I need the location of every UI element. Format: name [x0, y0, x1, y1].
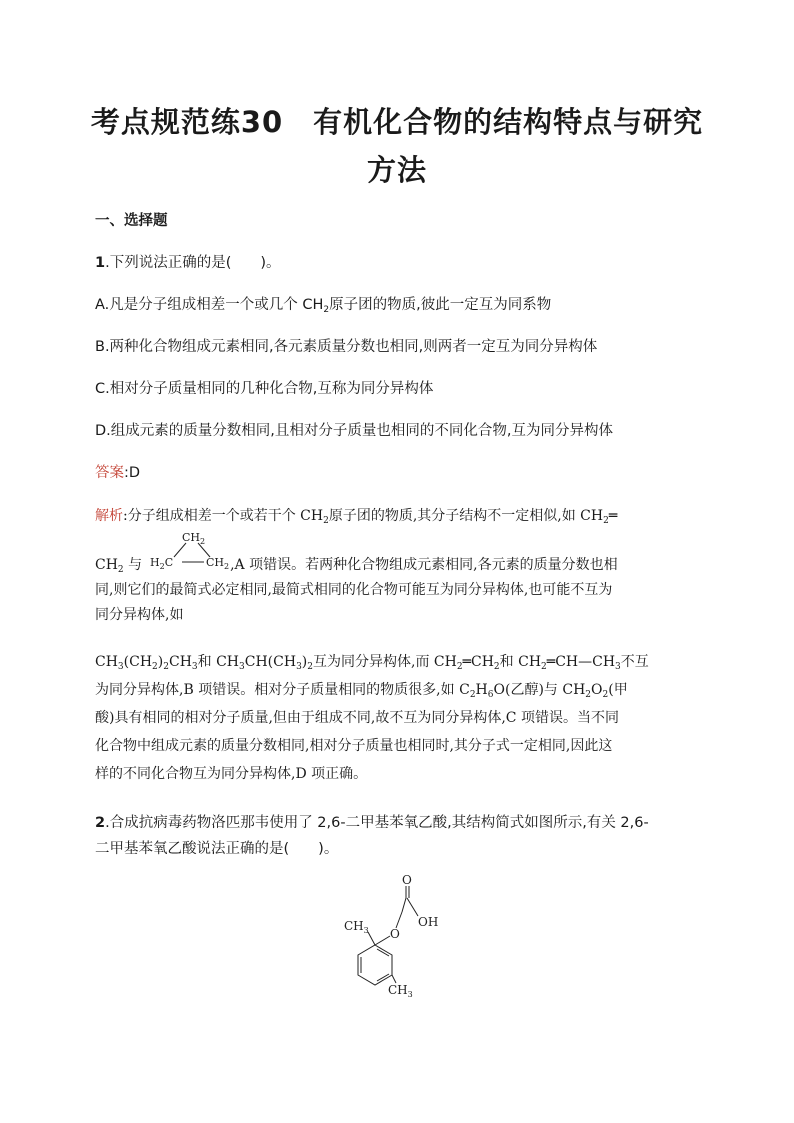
analysis-line-1	[95, 506, 705, 526]
option-c: C.相对分子质量相同的几种化合物,互称为同分异构体	[95, 381, 434, 397]
question-number: 2	[95, 815, 106, 831]
ch2-top-label: $CH_2$	[182, 531, 206, 546]
analysis-line-8: 化合物中组成元素的质量分数相同,相对分子质量也相同时,其分子式一定相同,因此这	[95, 738, 613, 754]
page-title-continued: 方法	[366, 153, 427, 187]
double-bond-symbol: ═	[608, 508, 618, 524]
analysis-line-5: $CH_3(CH_2)_2CH_3$和 $CH_3CH(CH_3)_2$互为同分异构体,而 $CH_2═CH_2$和 $CH_2═CH—CH_3$不互	[95, 654, 649, 672]
analysis-line-4: 同分异构体,如	[95, 607, 184, 623]
analysis-label: 解析	[95, 508, 123, 524]
methyl-top-label: $CH_3$	[344, 919, 369, 935]
ether-oxygen-label: O	[390, 927, 400, 941]
dimethylphenoxyacetic-acid-structure	[330, 870, 470, 1000]
subscript: 2	[323, 305, 330, 315]
option-b: B.两种化合物组成元素相同,各元素质量分数也相同,则两者一定互为同分异构体	[95, 339, 598, 355]
subscript: 2	[323, 516, 329, 526]
option-a-text: A.凡是分子组成相差一个或几个 CH	[95, 297, 324, 313]
ch2-right-label: $CH_2$	[206, 556, 230, 571]
answer-label: 答案	[95, 465, 124, 481]
question-1-stem	[95, 253, 705, 273]
question-text: .合成抗病毒药物洛匹那韦使用了 2,6-二甲基苯氧乙酸,其结构简式如图所示,有关 2,6-	[105, 815, 649, 831]
answer	[95, 463, 705, 483]
analysis-text: :分子组成相差一个或若干个 CH	[123, 508, 324, 524]
analysis-text: CH	[95, 557, 118, 573]
analysis-line-6: 为同分异构体,B 项错误。相对分子质量相同的物质很多,如 $C_2H_6O$(乙醇)与 $CH_2O_2$(甲	[95, 682, 628, 700]
question-2-stem	[95, 813, 705, 833]
cyclopropane-structure	[148, 528, 238, 574]
question-text: .下列说法正确的是( )。	[105, 255, 281, 271]
answer-value: :D	[124, 465, 141, 481]
hydroxyl-label: OH	[418, 915, 439, 929]
question-number: 1	[95, 255, 106, 271]
section-heading: 一、选择题	[95, 213, 168, 229]
option-a-text-end: 原子团的物质,彼此一定互为同系物	[329, 297, 552, 313]
carbonyl-oxygen-label: O	[402, 873, 412, 887]
analysis-line-3: 同,则它们的最简式必定相同,最简式相同的化合物可能互为同分异构体,也可能不互为	[95, 582, 613, 598]
h2c-left-label: $H_2C$	[150, 556, 174, 571]
question-2-stem-line-2: 二甲基苯氧乙酸说法正确的是( )。	[95, 841, 339, 857]
subscript: 2	[117, 565, 124, 575]
analysis-text: 原子团的物质,其分子结构不一定相似,如 CH	[328, 508, 604, 524]
analysis-text: 与	[128, 557, 143, 573]
option-d: D.组成元素的质量分数相同,且相对分子质量也相同的不同化合物,互为同分异构体	[95, 423, 613, 439]
analysis-line-7: 酸)具有相同的相对分子质量,但由于组成不同,故不互为同分异构体,C 项错误。当不同	[95, 710, 619, 726]
subscript: 2	[603, 516, 609, 526]
analysis-text: ,A 项错误。若两种化合物组成元素相同,各元素的质量分数也相	[230, 557, 618, 573]
analysis-line-9: 样的不同化合物互为同分异构体,D 项正确。	[95, 766, 368, 782]
methyl-bottom-label: $CH_3$	[388, 983, 413, 999]
option-a	[95, 295, 705, 315]
page-title: 考点规范练30 有机化合物的结构特点与研究	[90, 105, 704, 139]
